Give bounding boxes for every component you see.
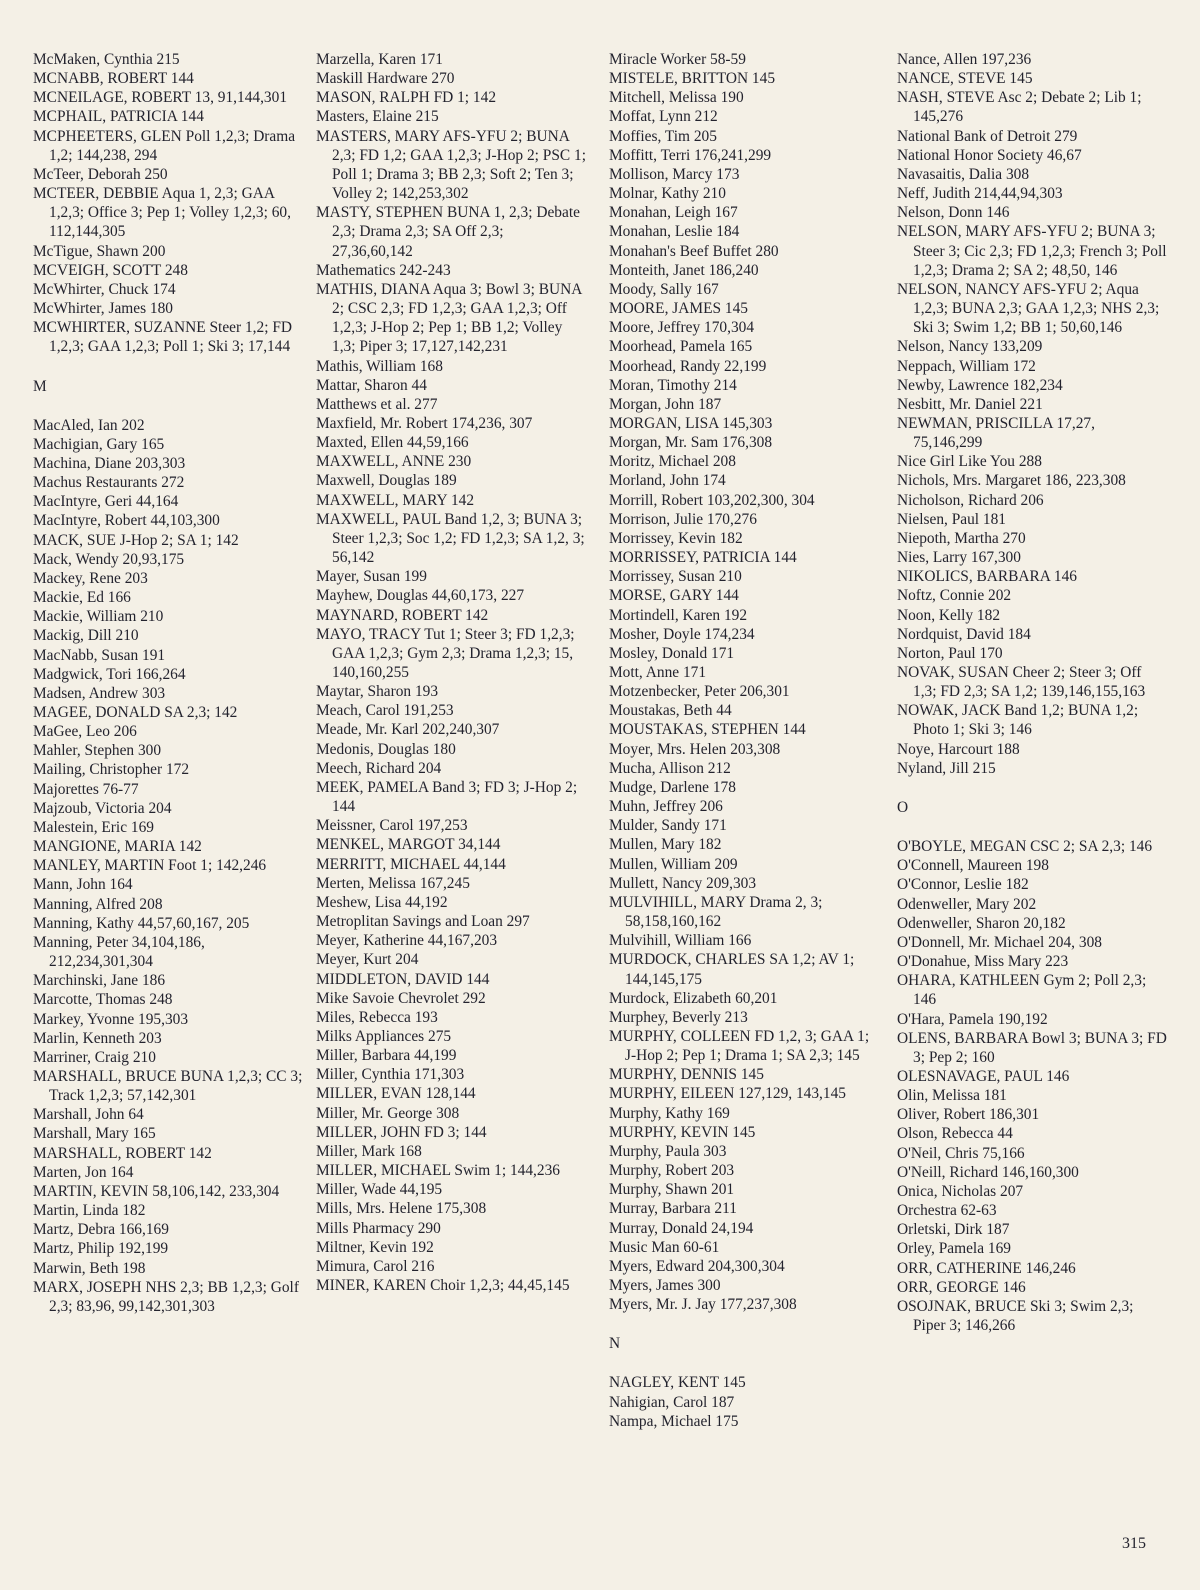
index-entry: MAXWELL, ANNE 230: [316, 453, 472, 471]
index-entry: MANGIONE, MARIA 142: [33, 838, 202, 856]
index-entry: MANLEY, MARTIN Foot 1; 142,246: [33, 857, 267, 875]
index-entry: Neppach, William 172: [897, 357, 1036, 375]
page-number: 315: [1122, 1535, 1146, 1552]
index-entry: O'Donahue, Miss Mary 223: [897, 953, 1069, 971]
index-entry: Mollison, Marcy 173: [609, 165, 740, 183]
index-entry: Maxfield, Mr. Robert 174,236, 307: [316, 414, 533, 432]
index-entry: Morgan, Mr. Sam 176,308: [609, 434, 773, 452]
index-entry: Moorhead, Pamela 165: [609, 338, 753, 356]
index-entry: Morgan, John 187: [609, 395, 722, 413]
index-entry: Marcotte, Thomas 248: [33, 991, 173, 1009]
index-entry: Nesbitt, Mr. Daniel 221: [897, 395, 1043, 413]
index-entry: Mott, Anne 171: [609, 664, 707, 681]
index-entry: Newby, Lawrence 182,234: [897, 376, 1063, 394]
index-entry: NIKOLICS, BARBARA 146: [897, 568, 1078, 586]
index-entry: NASH, STEVE Asc 2; Debate 2; Lib 1; 145,276: [897, 89, 1142, 126]
index-entry: NANCE, STEVE 145: [897, 70, 1033, 88]
index-entry: Murphy, Shawn 201: [609, 1181, 735, 1199]
index-column-4: [897, 50, 1167, 1335]
index-entry: Manning, Alfred 208: [33, 895, 163, 913]
index-entry: Martz, Debra 166,169: [33, 1221, 169, 1239]
index-entry: Mayer, Susan 199: [316, 568, 427, 586]
index-entry: Moorhead, Randy 22,199: [609, 357, 767, 375]
index-entry: MURPHY, KEVIN 145: [609, 1123, 756, 1141]
index-entry: NAGLEY, KENT 145: [609, 1374, 746, 1392]
index-entry: Morrill, Robert 103,202,300, 304: [609, 491, 815, 509]
index-entry: Marten, Jon 164: [33, 1163, 134, 1181]
index-entry: Norton, Paul 170: [897, 644, 1003, 662]
index-entry: Machigian, Gary 165: [33, 435, 165, 453]
index-entry: OSOJNAK, BRUCE Ski 3; Swim 2,3; Piper 3; 146,266: [897, 1297, 1134, 1334]
index-entry: Nahigian, Carol 187: [609, 1393, 735, 1411]
index-column-1: [33, 50, 303, 1316]
index-entry: Miller, Barbara 44,199: [316, 1047, 457, 1065]
index-entry: Muhn, Jeffrey 206: [609, 798, 723, 816]
index-entry: MARTIN, KEVIN 58,106,142, 233,304: [33, 1182, 280, 1200]
index-entry: Orley, Pamela 169: [897, 1240, 1011, 1258]
index-entry: MaGee, Leo 206: [33, 723, 137, 741]
index-entry: MACK, SUE J-Hop 2; SA 1; 142: [33, 531, 239, 549]
index-entry: Moustakas, Beth 44: [609, 702, 732, 720]
index-entry: Moffitt, Terri 176,241,299: [609, 146, 772, 164]
index-entry: Nance, Allen 197,236: [897, 51, 1032, 68]
index-entry: Maxwell, Douglas 189: [316, 472, 457, 490]
index-entry: Mulder, Sandy 171: [609, 817, 727, 835]
index-entry: Murray, Barbara 211: [609, 1200, 737, 1218]
index-entry: MURPHY, EILEEN 127,129, 143,145: [609, 1085, 846, 1103]
index-entry: Murdock, Elizabeth 60,201: [609, 989, 778, 1007]
index-entry: Odenweller, Sharon 20,182: [897, 914, 1066, 932]
index-entry: Meech, Richard 204: [316, 759, 442, 777]
index-entry: Olson, Rebecca 44: [897, 1125, 1013, 1143]
index-entry: Marwin, Beth 198: [33, 1259, 146, 1277]
index-entry: MISTELE, BRITTON 145: [609, 70, 776, 88]
index-entry: NEWMAN, PRISCILLA 17,27, 75,146,299: [897, 414, 1095, 452]
section-letter-heading: N: [609, 1335, 621, 1353]
index-entry: McTeer, Deborah 250: [33, 165, 168, 183]
index-entry: MARX, JOSEPH NHS 2,3; BB 1,2,3; Golf 2,3; 83,96, 99,142,301,303: [33, 1278, 299, 1315]
index-entry: Moffies, Tim 205: [609, 127, 717, 145]
index-entry: Markey, Yvonne 195,303: [33, 1010, 189, 1028]
index-entry: Mullen, William 209: [609, 855, 738, 873]
index-entry: Miller, Wade 44,195: [316, 1181, 443, 1199]
index-entry: Myers, James 300: [609, 1277, 721, 1294]
index-entry: Olin, Melissa 181: [897, 1087, 1007, 1105]
index-entry: Meach, Carol 191,253: [316, 702, 454, 720]
section-letter-heading: O: [897, 798, 909, 816]
index-entry: McTigue, Shawn 200: [33, 242, 166, 260]
index-entry: Mudge, Darlene 178: [609, 778, 736, 796]
index-entry: MASON, RALPH FD 1; 142: [316, 89, 497, 107]
index-entry: O'Connor, Leslie 182: [897, 876, 1029, 894]
index-entry: Mack, Wendy 20,93,175: [33, 550, 185, 568]
index-entry: MURPHY, COLLEEN FD 1,2, 3; GAA 1; J-Hop 2; Pep 1; Drama 1; SA 2,3; 145: [609, 1027, 870, 1065]
index-entry: Maskill Hardware 270: [316, 70, 455, 88]
index-entry: Mayhew, Douglas 44,60,173, 227: [316, 587, 525, 605]
index-entry: MILLER, JOHN FD 3; 144: [316, 1123, 487, 1141]
index-entry: MASTY, STEPHEN BUNA 1, 2,3; Debate 2,3; Drama 2,3; SA Off 2,3; 27,36,60,142: [316, 204, 580, 260]
index-entry: Mimura, Carol 216: [316, 1257, 435, 1275]
index-entry: Nice Girl Like You 288: [897, 453, 1042, 471]
index-entry: MORRISSEY, PATRICIA 144: [609, 549, 797, 567]
index-entry: Marriner, Craig 210: [33, 1048, 156, 1066]
index-entry: OLENS, BARBARA Bowl 3; BUNA 3; FD 3; Pep 2; 160: [897, 1029, 1167, 1066]
index-entry: Nichols, Mrs. Margaret 186, 223,308: [897, 472, 1126, 490]
index-entry: Murray, Donald 24,194: [609, 1219, 754, 1237]
index-entry: Miles, Rebecca 193: [316, 1008, 438, 1026]
index-entry: Murphy, Paula 303: [609, 1142, 727, 1160]
index-entry: Mattar, Sharon 44: [316, 376, 427, 394]
index-entry: MacNabb, Susan 191: [33, 646, 166, 664]
index-entry: Marshall, Mary 165: [33, 1125, 156, 1143]
index-entry: Masters, Elaine 215: [316, 108, 439, 126]
index-entry: Mullen, Mary 182: [609, 836, 722, 854]
index-entry: NOWAK, JACK Band 1,2; BUNA 1,2; Photo 1; Ski 3; 146: [897, 702, 1139, 739]
index-entry: Marchinski, Jane 186: [33, 972, 166, 990]
index-entry: Mills, Mrs. Helene 175,308: [316, 1200, 487, 1218]
index-entry: Morrison, Julie 170,276: [609, 510, 757, 528]
index-entry: Murphy, Robert 203: [609, 1162, 735, 1180]
index-entry: Miracle Worker 58-59: [609, 51, 746, 68]
index-entry: MacAled, Ian 202: [33, 416, 145, 434]
index-entry: Metroplitan Savings and Loan 297: [316, 913, 530, 931]
index-entry: O'Neil, Chris 75,166: [897, 1144, 1025, 1162]
index-entry: Noftz, Connie 202: [897, 587, 1012, 605]
index-entry: OLESNAVAGE, PAUL 146: [897, 1067, 1070, 1085]
index-entry: Meissner, Carol 197,253: [316, 817, 468, 835]
index-entry: Moore, Jeffrey 170,304: [609, 319, 755, 337]
index-entry: Medonis, Douglas 180: [316, 740, 456, 758]
index-entry: MCNEILAGE, ROBERT 13, 91,144,301: [33, 89, 288, 107]
index-entry: MURPHY, DENNIS 145: [609, 1066, 764, 1084]
index-entry: MAXWELL, MARY 142: [316, 491, 475, 509]
index-entry: McWhirter, James 180: [33, 300, 173, 318]
index-entry: O'Donnell, Mr. Michael 204, 308: [897, 933, 1102, 951]
index-entry: Navasaitis, Dalia 308: [897, 165, 1030, 183]
index-entry: Meshew, Lisa 44,192: [316, 893, 448, 911]
index-entry: Nelson, Donn 146: [897, 204, 1010, 222]
index-entry: Myers, Edward 204,300,304: [609, 1257, 785, 1275]
index-entry: Nies, Larry 167,300: [897, 549, 1021, 567]
index-entry: MINER, KAREN Choir 1,2,3; 44,45,145: [316, 1277, 570, 1294]
index-entry: Maxted, Ellen 44,59,166: [316, 434, 469, 452]
index-entry: Noon, Kelly 182: [897, 606, 1001, 624]
index-entry: O'Connell, Maureen 198: [897, 857, 1049, 875]
index-entry: Merten, Melissa 167,245: [316, 874, 470, 892]
index-entry: Milks Appliances 275: [316, 1027, 452, 1045]
index-entry: Mackey, Rene 203: [33, 569, 148, 587]
index-entry: Morland, John 174: [609, 472, 726, 490]
index-entry: MacIntyre, Robert 44,103,300: [33, 512, 220, 530]
index-entry: ORR, GEORGE 146: [897, 1278, 1026, 1296]
index-entry: Nyland, Jill 215: [897, 759, 996, 777]
index-entry: Manning, Peter 34,104,186, 212,234,301,304: [33, 933, 205, 971]
index-entry: MORSE, GARY 144: [609, 587, 739, 605]
index-entry: Monahan's Beef Buffet 280: [609, 242, 779, 260]
index-entry: Oliver, Robert 186,301: [897, 1106, 1040, 1124]
index-entry: Mackie, William 210: [33, 608, 164, 626]
index-entry: Majzoub, Victoria 204: [33, 799, 172, 817]
index-entry: MILLER, EVAN 128,144: [316, 1085, 476, 1103]
index-entry: ORR, CATHERINE 146,246: [897, 1259, 1076, 1277]
index-entry: MEEK, PAMELA Band 3; FD 3; J-Hop 2; 144: [316, 778, 578, 816]
index-entry: Mortindell, Karen 192: [609, 606, 748, 624]
index-entry: Meade, Mr. Karl 202,240,307: [316, 721, 500, 739]
index-entry: Maytar, Sharon 193: [316, 683, 439, 701]
index-entry: Mahler, Stephen 300: [33, 742, 162, 760]
index-entry: Nicholson, Richard 206: [897, 491, 1044, 509]
index-entry: MORGAN, LISA 145,303: [609, 414, 773, 432]
index-entry: National Bank of Detroit 279: [897, 127, 1078, 145]
index-entry: Matthews et al. 277: [316, 395, 438, 413]
index-entry: Moyer, Mrs. Helen 203,308: [609, 740, 781, 758]
index-entry: Music Man 60-61: [609, 1238, 720, 1256]
index-entry: Martin, Linda 182: [33, 1202, 146, 1220]
index-entry: OHARA, KATHLEEN Gym 2; Poll 2,3; 146: [897, 972, 1147, 1009]
index-entry: MacIntyre, Geri 44,164: [33, 493, 179, 511]
index-entry: MAXWELL, PAUL Band 1,2, 3; BUNA 3; Steer 1,2,3; Soc 1,2; FD 1,2,3; SA 1,2, 3; 56,142: [316, 510, 585, 567]
index-entry: MCVEIGH, SCOTT 248: [33, 261, 188, 279]
index-entry: MOUSTAKAS, STEPHEN 144: [609, 721, 806, 739]
index-entry: Nordquist, David 184: [897, 625, 1031, 643]
index-entry: Mills Pharmacy 290: [316, 1219, 441, 1237]
index-entry: Nampa, Michael 175: [609, 1412, 739, 1430]
index-entry: Mathematics 242-243: [316, 261, 451, 279]
index-entry: Monahan, Leigh 167: [609, 204, 738, 222]
index-entry: Moritz, Michael 208: [609, 453, 736, 471]
index-entry: O'Neill, Richard 146,160,300: [897, 1163, 1079, 1181]
index-entry: MAYO, TRACY Tut 1; Steer 3; FD 1,2,3; GAA 1,2,3; Gym 2,3; Drama 1,2,3; 15, 140,160,255: [316, 625, 575, 681]
index-entry: Miller, Mark 168: [316, 1142, 422, 1160]
index-entry: Moody, Sally 167: [609, 280, 719, 298]
index-entry: Meyer, Kurt 204: [316, 951, 419, 969]
index-entry: Monahan, Leslie 184: [609, 223, 740, 241]
index-entry: Mackie, Ed 166: [33, 589, 131, 607]
index-entry: McMaken, Cynthia 215: [33, 51, 180, 68]
index-entry: Mailing, Christopher 172: [33, 761, 190, 779]
index-entry: MCTEER, DEBBIE Aqua 1, 2,3; GAA 1,2,3; Office 3; Pep 1; Volley 1,2,3; 60, 112,144,305: [33, 185, 291, 241]
index-entry: Orletski, Dirk 187: [897, 1221, 1010, 1239]
index-entry: MIDDLETON, DAVID 144: [316, 970, 490, 988]
index-column-3: [609, 50, 879, 1431]
index-entry: Onica, Nicholas 207: [897, 1182, 1024, 1200]
index-entry: MASTERS, MARY AFS-YFU 2; BUNA 2,3; FD 1,2; GAA 1,2,3; J-Hop 2; PSC 1; Poll 1; Drama 3; BB 2,3; Soft 2; Ten 3; Volley 2; 142,253,302: [316, 127, 586, 203]
index-entry: MCWHIRTER, SUZANNE Steer 1,2; FD 1,2,3; GAA 1,2,3; Poll 1; Ski 3; 17,144: [33, 319, 292, 356]
index-entry: Mackig, Dill 210: [33, 627, 139, 645]
index-entry: O'Hara, Pamela 190,192: [897, 1010, 1048, 1028]
index-entry: Miltner, Kevin 192: [316, 1238, 434, 1256]
index-entry: Myers, Mr. J. Jay 177,237,308: [609, 1296, 797, 1314]
index-entry: Murphy, Kathy 169: [609, 1104, 730, 1122]
index-entry: Motzenbecker, Peter 206,301: [609, 683, 790, 701]
index-entry: MENKEL, MARGOT 34,144: [316, 836, 501, 854]
index-entry: Murphey, Beverly 213: [609, 1008, 748, 1026]
index-entry: Machina, Diane 203,303: [33, 454, 186, 472]
index-entry: National Honor Society 46,67: [897, 146, 1082, 164]
index-entry: Moran, Timothy 214: [609, 376, 737, 394]
index-entry: Morrissey, Susan 210: [609, 568, 742, 586]
index-entry: Orchestra 62-63: [897, 1202, 997, 1220]
index-entry: Martz, Philip 192,199: [33, 1240, 169, 1258]
index-entry: MCNABB, ROBERT 144: [33, 70, 194, 88]
index-entry: MURDOCK, CHARLES SA 1,2; AV 1; 144,145,175: [609, 951, 855, 988]
index-entry: MAYNARD, ROBERT 142: [316, 606, 489, 624]
index-entry: Marlin, Kenneth 203: [33, 1029, 162, 1047]
index-entry: Madsen, Andrew 303: [33, 684, 166, 702]
index-entry: Morrissey, Kevin 182: [609, 529, 743, 547]
index-entry: McWhirter, Chuck 174: [33, 280, 176, 298]
index-entry: Mulvihill, William 166: [609, 932, 752, 950]
index-entry: MCPHAIL, PATRICIA 144: [33, 108, 204, 126]
index-entry: Molnar, Kathy 210: [609, 185, 726, 203]
index-entry: Meyer, Katherine 44,167,203: [316, 932, 498, 950]
index-entry: Mathis, William 168: [316, 357, 443, 375]
index-entry: Marzella, Karen 171: [316, 51, 443, 68]
index-entry: O'BOYLE, MEGAN CSC 2; SA 2,3; 146: [897, 838, 1153, 856]
index-entry: MERRITT, MICHAEL 44,144: [316, 855, 506, 873]
index-entry: NOVAK, SUSAN Cheer 2; Steer 3; Off 1,3; FD 2,3; SA 1,2; 139,146,155,163: [897, 664, 1146, 701]
index-entry: Moffat, Lynn 212: [609, 108, 718, 126]
index-entry: Miller, Cynthia 171,303: [316, 1066, 465, 1084]
index-entry: NELSON, NANCY AFS-YFU 2; Aqua 1,2,3; BUNA 2,3; GAA 1,2,3; NHS 2,3; Ski 3; Swim 1,2; BB 1; 50,60,146: [897, 280, 1160, 337]
index-entry: Odenweller, Mary 202: [897, 895, 1037, 913]
index-column-2: [316, 50, 586, 1295]
index-entry: NELSON, MARY AFS-YFU 2; BUNA 3; Steer 3; Cic 2,3; FD 1,2,3; French 3; Poll 1,2,3; Drama 2; SA 2; 48,50, 146: [897, 223, 1167, 279]
index-entry: Niepoth, Martha 270: [897, 529, 1026, 547]
index-entry: MCPHEETERS, GLEN Poll 1,2,3; Drama 1,2; 144,238, 294: [33, 127, 296, 164]
index-entry: MILLER, MICHAEL Swim 1; 144,236: [316, 1162, 560, 1180]
index-entry: Madgwick, Tori 166,264: [33, 665, 186, 683]
index-entry: Noye, Harcourt 188: [897, 740, 1020, 758]
index-entry: Mucha, Allison 212: [609, 759, 731, 777]
index-entry: Miller, Mr. George 308: [316, 1104, 460, 1122]
index-entry: Monteith, Janet 186,240: [609, 261, 759, 279]
index-entry: Machus Restaurants 272: [33, 474, 185, 492]
index-entry: MAGEE, DONALD SA 2,3; 142: [33, 704, 238, 721]
index-entry: Nelson, Nancy 133,209: [897, 338, 1043, 356]
index-entry: MATHIS, DIANA Aqua 3; Bowl 3; BUNA 2; CSC 2,3; FD 1,2,3; GAA 1,2,3; Off 1,2,3; J-Hop 2; Pep 1; BB 1,2; Volley 1,3; Piper 3; 17,127,142,231: [316, 280, 582, 356]
index-entry: Mann, John 164: [33, 876, 133, 894]
index-entry: Mike Savoie Chevrolet 292: [316, 989, 486, 1007]
index-entry: Malestein, Eric 169: [33, 818, 154, 836]
index-entry: Nielsen, Paul 181: [897, 510, 1007, 528]
index-entry: MARSHALL, BRUCE BUNA 1,2,3; CC 3; Track 1,2,3; 57,142,301: [33, 1067, 303, 1105]
index-entry: Majorettes 76-77: [33, 780, 139, 798]
index-entry: MARSHALL, ROBERT 142: [33, 1144, 212, 1162]
index-entry: Mosley, Donald 171: [609, 644, 735, 662]
section-letter-heading: M: [33, 377, 47, 395]
index-entry: MOORE, JAMES 145: [609, 300, 748, 318]
index-entry: Mosher, Doyle 174,234: [609, 625, 755, 643]
index-entry: Mitchell, Melissa 190: [609, 89, 744, 107]
index-entry: Neff, Judith 214,44,94,303: [897, 185, 1063, 203]
index-entry: MULVIHILL, MARY Drama 2, 3; 58,158,160,162: [609, 893, 823, 931]
index-entry: Mullett, Nancy 209,303: [609, 874, 757, 892]
index-entry: Marshall, John 64: [33, 1106, 144, 1124]
index-entry: Manning, Kathy 44,57,60,167, 205: [33, 914, 250, 932]
